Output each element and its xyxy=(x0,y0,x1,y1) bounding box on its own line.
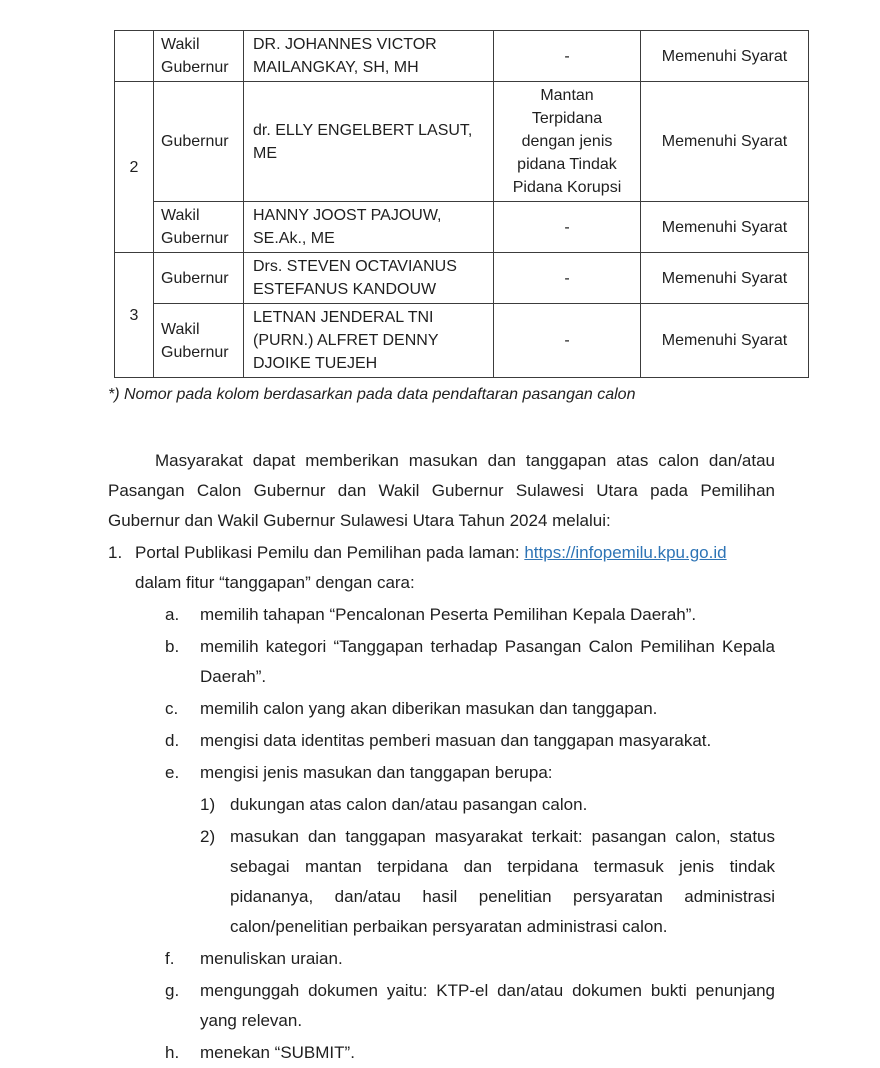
list-item-text: masukan dan tanggapan masyarakat terkait: pasangan calon, status sebagai mantan terpidana dan terpidana termasuk jenis tindak pidananya, dan/atau hasil penelitian persyaratan administrasi calon/penelitian perbaikan persyaratan administrasi calon. xyxy=(230,827,775,936)
cell-name: LETNAN JENDERAL TNI (PURN.) ALFRET DENNY DJOIKE TUEJEH xyxy=(244,304,494,378)
cell-name: HANNY JOOST PAJOUW, SE.Ak., ME xyxy=(244,202,494,253)
list-item-text: memilih kategori “Tanggapan terhadap Pasangan Calon Pemilihan Kepala Daerah”. xyxy=(200,637,775,686)
cell-name: Drs. STEVEN OCTAVIANUS ESTEFANUS KANDOUW xyxy=(244,253,494,304)
table-row xyxy=(115,82,809,202)
list-marker: e. xyxy=(165,763,180,782)
intro-paragraph: Masyarakat dapat memberikan masukan dan tanggapan atas calon dan/atau Pasangan Calon Gubernur dan Wakil Gubernur Sulawesi Utara pada Pemilihan Gubernur dan Wakil Gubernur Sulawesi Utara Tahun 2024 melalui: xyxy=(108,451,775,530)
cell-status: Mantan Terpidana dengan jenis pidana Tindak Pidana Korupsi xyxy=(494,82,641,202)
candidate-table xyxy=(114,30,809,378)
table-footnote: *) Nomor pada kolom berdasarkan pada data pendaftaran pasangan calon xyxy=(108,386,636,403)
cell-result: Memenuhi Syarat xyxy=(641,304,809,378)
cell-no: 2 xyxy=(115,82,154,253)
list-item-a xyxy=(108,600,775,630)
cell-name: dr. ELLY ENGELBERT LASUT, ME xyxy=(244,82,494,202)
cell-no xyxy=(115,31,154,82)
cell-position: Wakil Gubernur xyxy=(154,202,244,253)
list-item-portal xyxy=(108,538,775,598)
list-marker: b. xyxy=(165,637,180,656)
infopemilu-link[interactable]: https://infopemilu.kpu.go.id xyxy=(524,543,727,562)
cell-position: Wakil Gubernur xyxy=(154,31,244,82)
list-item-text: mengisi jenis masukan dan tanggapan berupa: xyxy=(200,763,553,782)
cell-position: Gubernur xyxy=(154,82,244,202)
list-item-text: mengunggah dokumen yaitu: KTP-el dan/atau dokumen bukti penunjang yang relevan. xyxy=(200,981,775,1030)
list-marker: d. xyxy=(165,731,180,750)
cell-position: Gubernur xyxy=(154,253,244,304)
list-item-text: dalam fitur “tanggapan” dengan cara: xyxy=(135,573,415,592)
cell-name: DR. JOHANNES VICTOR MAILANGKAY, SH, MH xyxy=(244,31,494,82)
cell-result: Memenuhi Syarat xyxy=(641,253,809,304)
list-item-text: mengisi data identitas pemberi masuan dan tanggapan masyarakat. xyxy=(200,731,712,750)
list-item-h xyxy=(108,1038,775,1068)
cell-no: 3 xyxy=(115,253,154,378)
cell-status: - xyxy=(494,304,641,378)
cell-status: - xyxy=(494,253,641,304)
cell-position: Wakil Gubernur xyxy=(154,304,244,378)
list-item-d xyxy=(108,726,775,756)
cell-result: Memenuhi Syarat xyxy=(641,31,809,82)
cell-status: - xyxy=(494,202,641,253)
list-marker: c. xyxy=(165,699,179,718)
table-row xyxy=(115,253,809,304)
list-marker: a. xyxy=(165,605,180,624)
list-marker: 1. xyxy=(108,543,123,562)
list-item-b xyxy=(108,632,775,692)
list-item-g xyxy=(108,976,775,1036)
list-item-text: menuliskan uraian. xyxy=(200,949,343,968)
list-marker: h. xyxy=(165,1043,180,1062)
cell-status: - xyxy=(494,31,641,82)
cell-result: Memenuhi Syarat xyxy=(641,82,809,202)
list-item-c xyxy=(108,694,775,724)
list-item-e1 xyxy=(108,790,775,820)
instruction-list xyxy=(108,538,775,1068)
list-item-text: memilih calon yang akan diberikan masukan dan tanggapan. xyxy=(200,699,658,718)
list-item-text: Portal Publikasi Pemilu dan Pemilihan pada laman: xyxy=(135,543,520,562)
table-row xyxy=(115,31,809,82)
table-row xyxy=(115,202,809,253)
list-marker: f. xyxy=(165,949,175,968)
list-item-text: menekan “SUBMIT”. xyxy=(200,1043,355,1062)
cell-result: Memenuhi Syarat xyxy=(641,202,809,253)
list-item-text: memilih tahapan “Pencalonan Peserta Pemilihan Kepala Daerah”. xyxy=(200,605,697,624)
list-marker: g. xyxy=(165,981,180,1000)
list-item-e2 xyxy=(108,822,775,942)
list-item-e xyxy=(108,758,775,788)
list-marker: 1) xyxy=(200,795,216,814)
list-item-text: dukungan atas calon dan/atau pasangan calon. xyxy=(230,795,588,814)
table-row xyxy=(115,304,809,378)
list-item-f xyxy=(108,944,775,974)
list-marker: 2) xyxy=(200,827,216,846)
